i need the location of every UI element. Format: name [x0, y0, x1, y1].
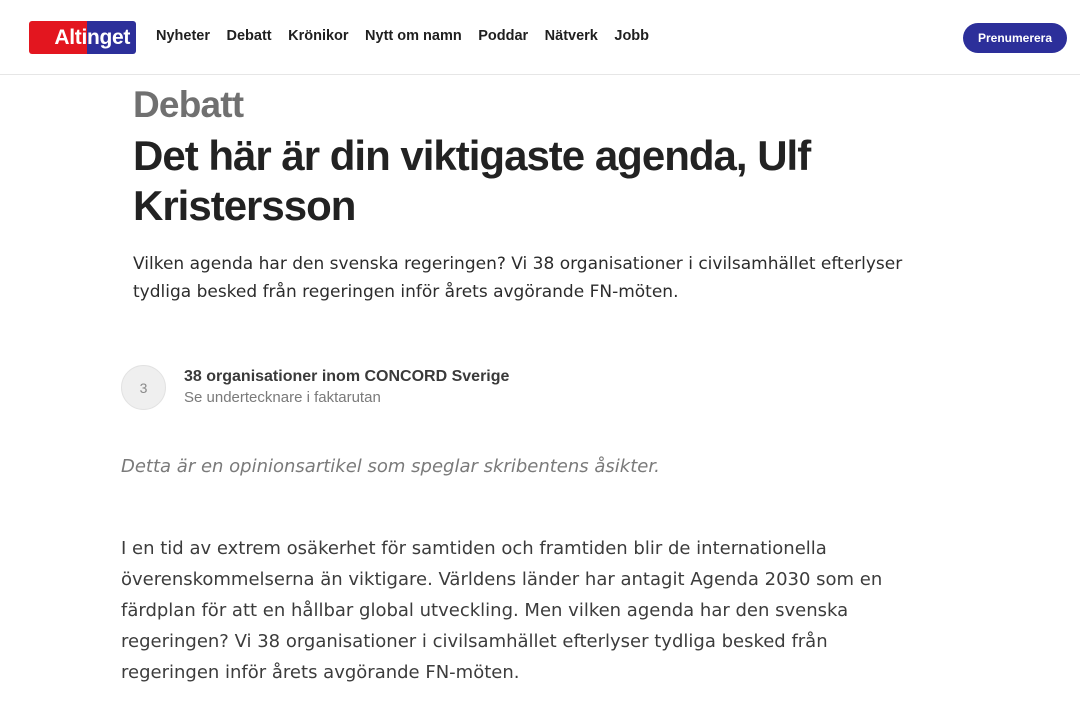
author-avatar: 3	[121, 365, 166, 410]
section-label[interactable]: Debatt	[133, 84, 244, 125]
top-navigation-bar	[0, 0, 1080, 75]
nav-item-nytt-om-namn[interactable]: Nytt om namn	[365, 28, 462, 44]
altinget-logo[interactable]	[29, 21, 136, 54]
nav-item-kronikor[interactable]: Krönikor	[288, 28, 349, 44]
nav-item-debatt[interactable]: Debatt	[226, 28, 272, 44]
logo-blue-part: nget	[87, 21, 136, 54]
article-title: Det här är din viktigaste agenda, Ulf Kristersson	[133, 132, 811, 229]
author-subtitle: Se undertecknare i faktarutan	[184, 389, 381, 406]
nav-item-nyheter[interactable]: Nyheter	[156, 28, 210, 44]
nav-item-jobb[interactable]: Jobb	[614, 28, 650, 44]
author-name[interactable]: 38 organisationer inom CONCORD Sverige	[184, 368, 510, 385]
article-body-paragraph: I en tid av extrem osäkerhet för samtiden och framtiden blir de internationella överenskommelserna än viktigare. Världens länder har antagit Agenda 2030 som en färdplan för att en hållbar global utveckling. Men vilken agenda har den svenska regeringen? Vi 38 organisationer i civilsamhället efterlyser tydliga besked från regeringen inför årets avgörande FN-möten.	[121, 538, 883, 683]
nav-item-natverk[interactable]: Nätverk	[544, 28, 598, 44]
logo-red-part: Alti	[29, 21, 87, 54]
article-lead: Vilken agenda har den svenska regeringen? Vi 38 organisationer i civilsamhället efterlyser tydliga besked från regeringen inför årets avgörande FN-möten.	[133, 254, 903, 302]
opinion-disclaimer: Detta är en opinionsartikel som speglar skribentens åsikter.	[121, 456, 660, 477]
main-nav	[156, 28, 666, 44]
subscribe-button[interactable]: Prenumerera	[963, 23, 1067, 53]
nav-item-poddar[interactable]: Poddar	[478, 28, 529, 44]
